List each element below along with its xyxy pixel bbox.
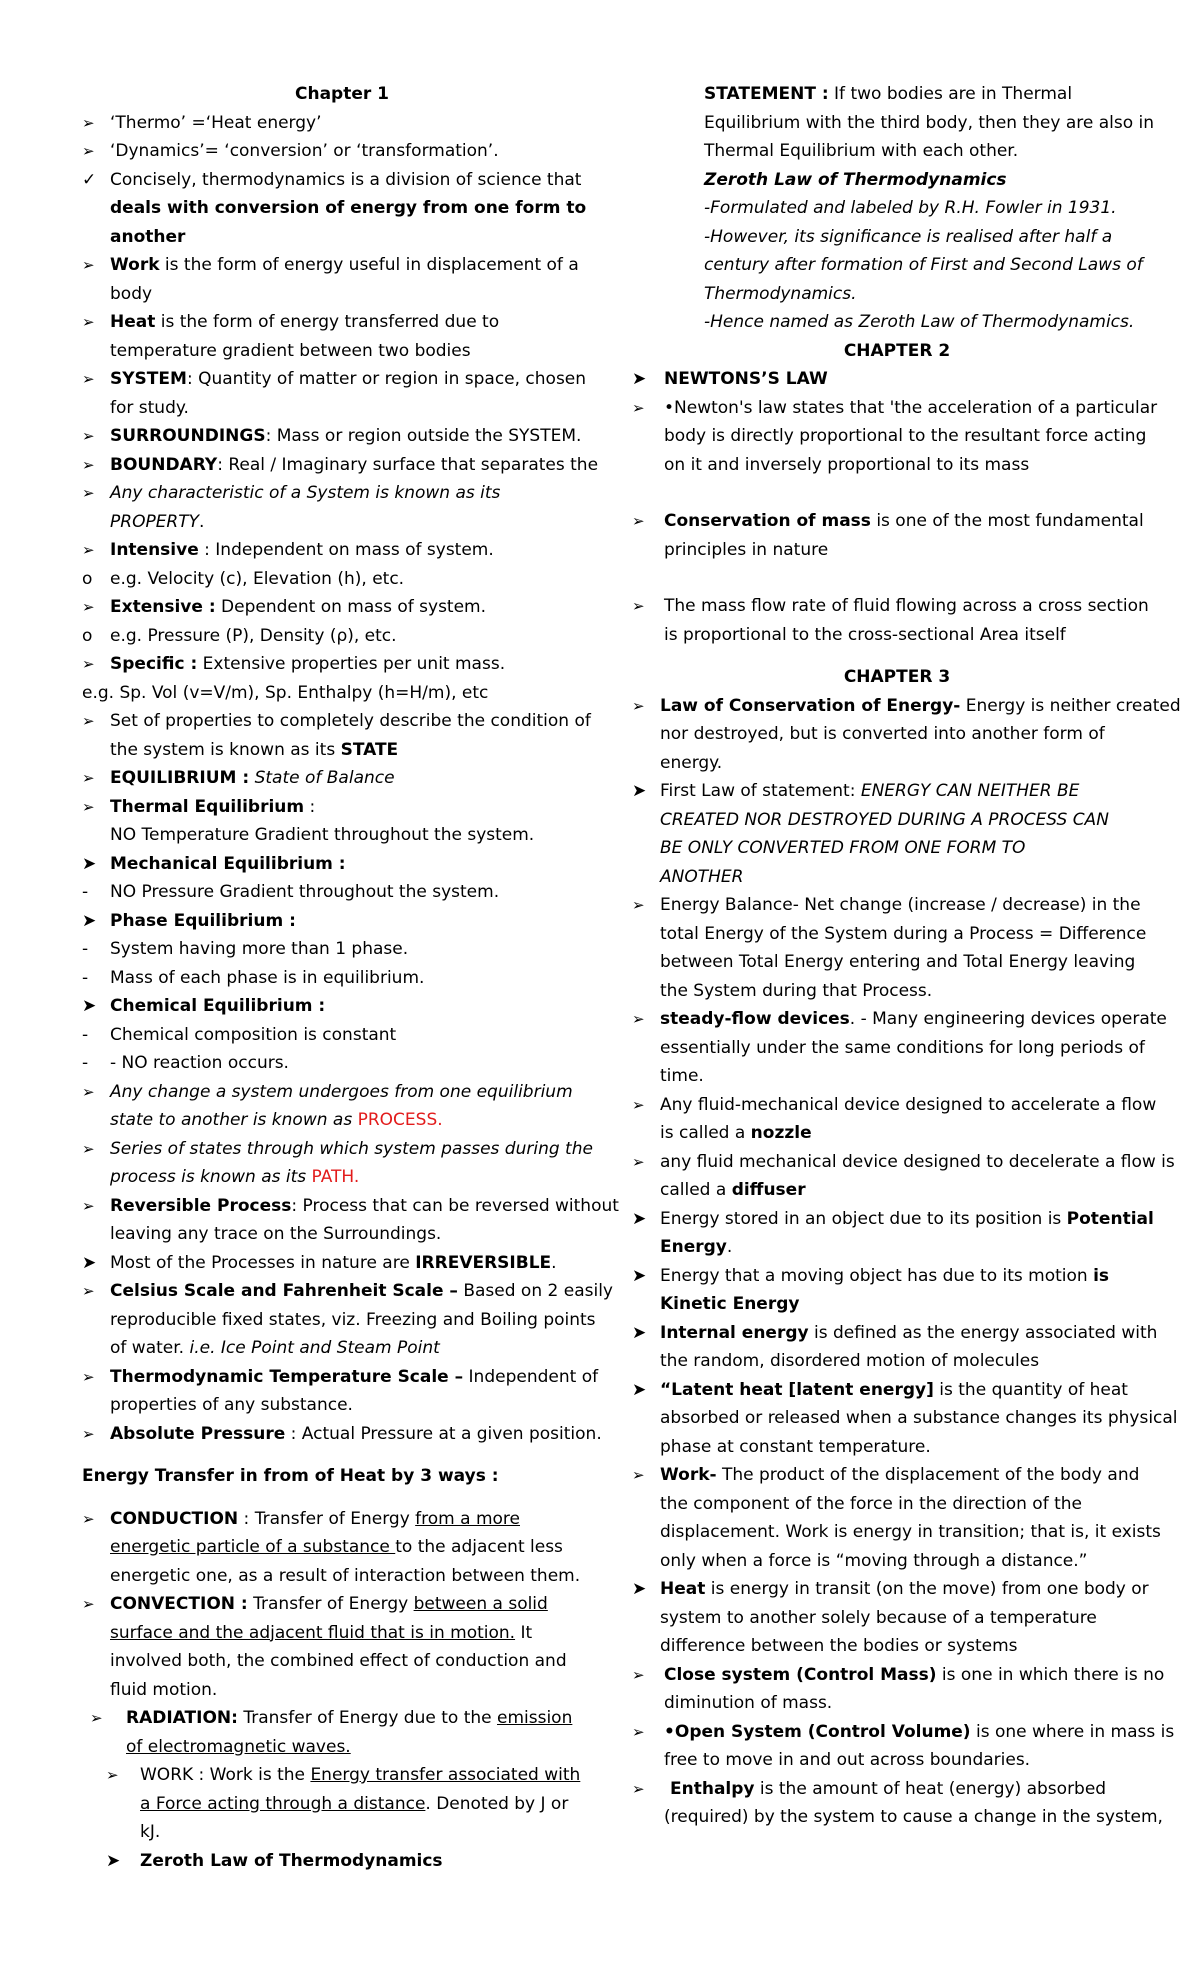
bold-arrow-bullet-icon: ➤ xyxy=(632,1322,647,1343)
list-item-cont: displacement. Work is energy in transition; that is, it exists xyxy=(660,1522,1161,1542)
list-item: ➤ Chemical Equilibrium : xyxy=(82,992,602,1021)
list-item: ➢ Absolute Pressure : Actual Pressure at a given position. xyxy=(82,1420,602,1449)
list-item-cont: is called a nozzle xyxy=(660,1123,812,1143)
list-item: ➢ CONDUCTION : Transfer of Energy from a more xyxy=(82,1505,602,1534)
list-item-cont: called a diffuser xyxy=(660,1180,806,1200)
list-item-cont: for study. xyxy=(110,397,189,418)
arrow-bullet-icon: ➢ xyxy=(106,1766,119,1784)
list-item-cont: surface and the adjacent fluid that is in motion. It xyxy=(110,1622,533,1643)
bold-arrow-bullet-icon: ➤ xyxy=(82,1252,97,1273)
list-item: - Chemical composition is constant xyxy=(82,1021,602,1050)
arrow-bullet-icon: ➢ xyxy=(82,797,95,816)
circle-bullet-icon: o xyxy=(82,625,93,646)
arrow-bullet-icon: ➢ xyxy=(82,1424,95,1443)
right-column xyxy=(632,80,1181,1832)
list-item-cont: the component of the force in the direction of the xyxy=(660,1493,1082,1514)
list-item-cont: time. xyxy=(660,1066,704,1086)
arrow-bullet-icon: ➢ xyxy=(82,1367,95,1386)
zeroth-line: century after formation of First and Second Laws of xyxy=(704,255,1143,275)
arrow-bullet-icon: ➢ xyxy=(82,427,95,445)
statement-line: STATEMENT : If two bodies are in Thermal xyxy=(704,84,1073,104)
list-item-cont: fluid motion. xyxy=(110,1679,218,1700)
arrow-bullet-icon: ➢ xyxy=(82,541,95,559)
arrow-bullet-icon: ➢ xyxy=(632,512,645,530)
bold-arrow-bullet-icon: ➤ xyxy=(632,1265,647,1286)
list-item-cont: is proportional to the cross-sectional Area itself xyxy=(664,624,1066,645)
arrow-bullet-icon: ➢ xyxy=(82,1509,95,1528)
list-item-cont: total Energy of the System during a Process = Difference xyxy=(660,923,1147,944)
list-item-cont: body is directly proportional to the resultant force acting xyxy=(664,426,1147,446)
arrow-bullet-icon: ➢ xyxy=(632,1010,645,1028)
list-item: - System having more than 1 phase. xyxy=(82,935,602,964)
list-item: ➢ SURROUNDINGS: Mass or region outside the SYSTEM. xyxy=(82,422,602,451)
arrow-bullet-icon: ➢ xyxy=(632,1152,645,1171)
list-item-cont: of water. i.e. Ice Point and Steam Point xyxy=(110,1338,440,1358)
list-item: ➤ Heat is energy in transit (on the move) from one body or xyxy=(632,1575,1162,1604)
list-item-cont: diminution of mass. xyxy=(664,1693,833,1713)
arrow-bullet-icon: ➢ xyxy=(632,896,645,914)
list-item-cont: CREATED NOR DESTROYED DURING A PROCESS CAN xyxy=(660,809,1109,830)
zeroth-line: -Hence named as Zeroth Law of Thermodynamics. xyxy=(704,312,1135,332)
list-item-cont: e.g. Sp. Vol (v=V/m), Sp. Enthalpy (h=H/m), etc xyxy=(82,682,489,703)
list-item-cont: involved both, the combined effect of conduction and xyxy=(110,1651,567,1671)
arrow-bullet-icon: ➢ xyxy=(632,1095,645,1114)
arrow-bullet-icon: ➢ xyxy=(82,113,95,132)
list-item: ➢ The mass flow rate of fluid flowing across a cross section xyxy=(632,592,1162,621)
section-heading: Energy Transfer in from of Heat by 3 ways : xyxy=(82,1466,499,1486)
list-item-cont: NO Temperature Gradient throughout the system. xyxy=(110,825,535,845)
arrow-bullet-icon: ➢ xyxy=(632,1779,645,1798)
statement-line: Thermal Equilibrium with each other. xyxy=(704,141,1019,161)
zeroth-title: Zeroth Law of Thermodynamics xyxy=(704,169,1007,190)
arrow-bullet-icon: ➢ xyxy=(82,256,95,274)
list-item: ➢ SYSTEM: Quantity of matter or region in space, chosen xyxy=(82,365,602,394)
zeroth-line: -Formulated and labeled by R.H. Fowler in 1931. xyxy=(704,198,1117,218)
list-item: ➢ Energy Balance- Net change (increase / decrease) in the xyxy=(632,891,1162,920)
list-item: - - NO reaction occurs. xyxy=(82,1049,602,1078)
list-item: ➢ Law of Conservation of Energy- Energy is neither created xyxy=(632,692,1162,721)
list-item-cont: process is known as its PATH. xyxy=(110,1167,360,1187)
arrow-bullet-icon: ➢ xyxy=(632,1722,645,1741)
circle-bullet-icon: o xyxy=(82,568,93,589)
arrow-bullet-icon: ➢ xyxy=(82,712,95,730)
list-item-cont: (required) by the system to cause a change in the system, xyxy=(664,1807,1163,1827)
list-item-cont: the random, disordered motion of molecules xyxy=(660,1351,1040,1371)
arrow-bullet-icon: ➢ xyxy=(632,696,645,715)
zeroth-line: -However, its significance is realised after half a xyxy=(704,226,1113,247)
list-item: ➢ Specific : Extensive properties per unit mass. xyxy=(82,650,602,679)
list-item: ➤ Most of the Processes in nature are IRREVERSIBLE. xyxy=(82,1249,602,1278)
list-item-cont: BE ONLY CONVERTED FROM ONE FORM TO xyxy=(660,838,1026,858)
list-item: ➢ Heat is the form of energy transferred due to xyxy=(82,308,602,337)
list-item: ➢ ‘Thermo’ =‘Heat energy’ xyxy=(82,109,602,138)
bold-arrow-bullet-icon: ➤ xyxy=(632,781,647,801)
bold-arrow-bullet-icon: ➤ xyxy=(82,996,97,1016)
list-item-cont: body xyxy=(110,283,153,304)
arrow-bullet-icon: ➢ xyxy=(82,370,95,388)
list-item-cont: essentially under the same conditions for long periods of xyxy=(660,1037,1145,1058)
list-item: ➢ Work- The product of the displacement of the body and xyxy=(632,1461,1162,1490)
list-item-cont: ANOTHER xyxy=(660,866,744,887)
list-item-cont: principles in nature xyxy=(664,539,829,560)
arrow-bullet-icon: ➢ xyxy=(90,1709,103,1727)
list-item-cont: free to move in and out across boundaries. xyxy=(664,1750,1031,1770)
list-item-cont: another xyxy=(110,226,186,247)
list-item: ➢ Thermal Equilibrium : xyxy=(82,793,602,822)
list-item-cont: deals with conversion of energy from one form to xyxy=(110,198,587,218)
list-item-cont: system to another solely because of a temperature xyxy=(660,1607,1097,1628)
list-item: - Mass of each phase is in equilibrium. xyxy=(82,964,602,993)
list-item: ➤ Phase Equilibrium : xyxy=(82,907,602,936)
list-item: ✓ Concisely, thermodynamics is a division of science that xyxy=(82,166,602,195)
dash-bullet-icon: - xyxy=(82,1024,89,1045)
bold-arrow-bullet-icon: ➤ xyxy=(82,853,97,874)
dash-bullet-icon: - xyxy=(82,1053,89,1073)
list-item: ➢ Conservation of mass is one of the most fundamental xyxy=(632,507,1162,536)
bold-arrow-bullet-icon: ➤ xyxy=(82,910,97,931)
list-item-cont: difference between the bodies or systems xyxy=(660,1636,1018,1656)
list-item: ➢ Series of states through which system passes during the xyxy=(82,1135,602,1164)
list-item-cont: phase at constant temperature. xyxy=(660,1436,931,1457)
list-item: ➢ Any fluid-mechanical device designed to accelerate a flow xyxy=(632,1091,1162,1120)
arrow-bullet-icon: ➢ xyxy=(82,1196,95,1215)
list-item-cont: of electromagnetic waves. xyxy=(126,1736,351,1757)
list-item: ➤ Energy that a moving object has due to its motion is xyxy=(632,1262,1162,1291)
check-bullet-icon: ✓ xyxy=(82,169,97,190)
list-item-cont: nor destroyed, but is converted into another form of xyxy=(660,724,1105,744)
list-item: ➤ Zeroth Law of Thermodynamics xyxy=(82,1847,602,1876)
list-item: ➤ Internal energy is defined as the energy associated with xyxy=(632,1319,1162,1348)
list-item-cont: energy. xyxy=(660,752,723,773)
list-item-cont: kJ. xyxy=(140,1822,161,1842)
list-item: ➢ steady-flow devices. - Many engineering devices operate xyxy=(632,1005,1162,1034)
dash-bullet-icon: - xyxy=(82,882,89,902)
list-item: ➢ Reversible Process: Process that can be reversed without xyxy=(82,1192,602,1221)
list-item-cont: Energy. xyxy=(660,1237,733,1257)
list-item: ➢ Thermodynamic Temperature Scale – Independent of xyxy=(82,1363,602,1392)
dash-bullet-icon: - xyxy=(82,967,89,988)
list-item: ➢ •Newton's law states that 'the acceleration of a particular xyxy=(632,394,1162,423)
list-item: - NO Pressure Gradient throughout the system. xyxy=(82,878,602,907)
bold-arrow-bullet-icon: ➤ xyxy=(106,1850,121,1871)
list-item-cont: energetic one, as a result of interaction between them. xyxy=(110,1565,581,1586)
list-item: ➤ NEWTONS’S LAW xyxy=(632,365,1162,394)
chapter-3-heading: CHAPTER 3 xyxy=(843,667,951,687)
list-item: ➢ Any characteristic of a System is known as its xyxy=(82,479,602,508)
list-item-cont: only when a force is “moving through a distance.” xyxy=(660,1550,1088,1571)
arrow-bullet-icon: ➢ xyxy=(632,1665,645,1684)
list-item: ➤ First Law of statement: ENERGY CAN NEITHER BE xyxy=(632,777,1162,806)
arrow-bullet-icon: ➢ xyxy=(82,655,95,673)
list-item: ➢ Celsius Scale and Fahrenheit Scale – Based on 2 easily xyxy=(82,1277,602,1306)
list-item-cont: Kinetic Energy xyxy=(660,1294,800,1314)
list-item: ➢ any fluid mechanical device designed to decelerate a flow is xyxy=(632,1148,1162,1177)
list-item: ➢ CONVECTION : Transfer of Energy between a solid xyxy=(82,1590,602,1619)
list-item-cont: properties of any substance. xyxy=(110,1395,353,1415)
list-item-cont: between Total Energy entering and Total Energy leaving xyxy=(660,952,1136,972)
arrow-bullet-icon: ➢ xyxy=(632,1466,645,1484)
chapter-1-heading: Chapter 1 xyxy=(294,84,389,104)
list-item: ➢ Work is the form of energy useful in displacement of a xyxy=(82,251,602,280)
list-item-cont: a Force acting through a distance. Denoted by J or xyxy=(140,1793,569,1814)
list-item: ➢ WORK : Work is the Energy transfer associated with xyxy=(82,1761,602,1790)
list-item-cont: PROPERTY. xyxy=(110,511,205,532)
list-item: ➢ Intensive : Independent on mass of system. xyxy=(82,536,602,565)
bold-arrow-bullet-icon: ➤ xyxy=(632,1208,647,1229)
zeroth-line: Thermodynamics. xyxy=(704,283,857,304)
list-item: ➢ Enthalpy is the amount of heat (energy) absorbed xyxy=(632,1775,1162,1804)
list-item: ➢ EQUILIBRIUM : State of Balance xyxy=(82,764,602,793)
bold-arrow-bullet-icon: ➤ xyxy=(632,1379,647,1400)
list-item-cont: temperature gradient between two bodies xyxy=(110,340,471,361)
arrow-bullet-icon: ➢ xyxy=(82,313,95,331)
arrow-bullet-icon: ➢ xyxy=(632,597,645,615)
arrow-bullet-icon: ➢ xyxy=(82,1595,95,1613)
list-item-cont: on it and inversely proportional to its mass xyxy=(664,454,1030,475)
list-item: ➢ BOUNDARY: Real / Imaginary surface that separates the xyxy=(82,451,602,480)
list-item-cont: the system is known as its STATE xyxy=(110,739,399,760)
list-item: ➢ Any change a system undergoes from one equilibrium xyxy=(82,1078,602,1107)
list-item-cont: the System during that Process. xyxy=(660,980,933,1001)
list-item-cont: absorbed or released when a substance changes its physical xyxy=(660,1408,1178,1428)
list-item: o e.g. Pressure (P), Density (ρ), etc. xyxy=(82,622,602,651)
list-item: ➢ Set of properties to completely describe the condition of xyxy=(82,707,602,736)
arrow-bullet-icon: ➢ xyxy=(82,142,95,160)
list-item: ➢ ‘Dynamics’= ‘conversion’ or ‘transformation’. xyxy=(82,137,602,166)
arrow-bullet-icon: ➢ xyxy=(82,1139,95,1158)
list-item: ➢ Close system (Control Mass) is one in which there is no xyxy=(632,1661,1162,1690)
arrow-bullet-icon: ➢ xyxy=(632,398,645,417)
arrow-bullet-icon: ➢ xyxy=(82,769,95,787)
bold-arrow-bullet-icon: ➤ xyxy=(632,369,647,389)
list-item: o e.g. Velocity (c), Elevation (h), etc. xyxy=(82,565,602,594)
list-item-cont: energetic particle of a substance to the adjacent less xyxy=(110,1537,563,1557)
list-item-cont: reproducible fixed states, viz. Freezing and Boiling points xyxy=(110,1309,596,1330)
list-item: ➢ RADIATION: Transfer of Energy due to the emission xyxy=(82,1704,602,1733)
left-column xyxy=(82,80,619,1875)
list-item: ➢ •Open System (Control Volume) is one where in mass is xyxy=(632,1718,1162,1747)
list-item: ➤ “Latent heat [latent energy] is the quantity of heat xyxy=(632,1376,1162,1405)
bold-arrow-bullet-icon: ➤ xyxy=(632,1579,647,1599)
list-item: ➤ Energy stored in an object due to its position is Potential xyxy=(632,1205,1162,1234)
chapter-2-heading: CHAPTER 2 xyxy=(843,340,951,361)
list-item-cont: leaving any trace on the Surroundings. xyxy=(110,1224,442,1244)
arrow-bullet-icon: ➢ xyxy=(82,455,95,474)
list-item: ➢ Extensive : Dependent on mass of system. xyxy=(82,593,602,622)
dash-bullet-icon: - xyxy=(82,939,89,959)
statement-line: Equilibrium with the third body, then they are also in xyxy=(704,112,1155,133)
arrow-bullet-icon: ➢ xyxy=(82,1282,95,1300)
list-item: ➤ Mechanical Equilibrium : xyxy=(82,850,602,879)
list-item-cont: state to another is known as PROCESS. xyxy=(110,1110,443,1130)
arrow-bullet-icon: ➢ xyxy=(82,484,95,502)
arrow-bullet-icon: ➢ xyxy=(82,1082,95,1101)
arrow-bullet-icon: ➢ xyxy=(82,598,95,616)
